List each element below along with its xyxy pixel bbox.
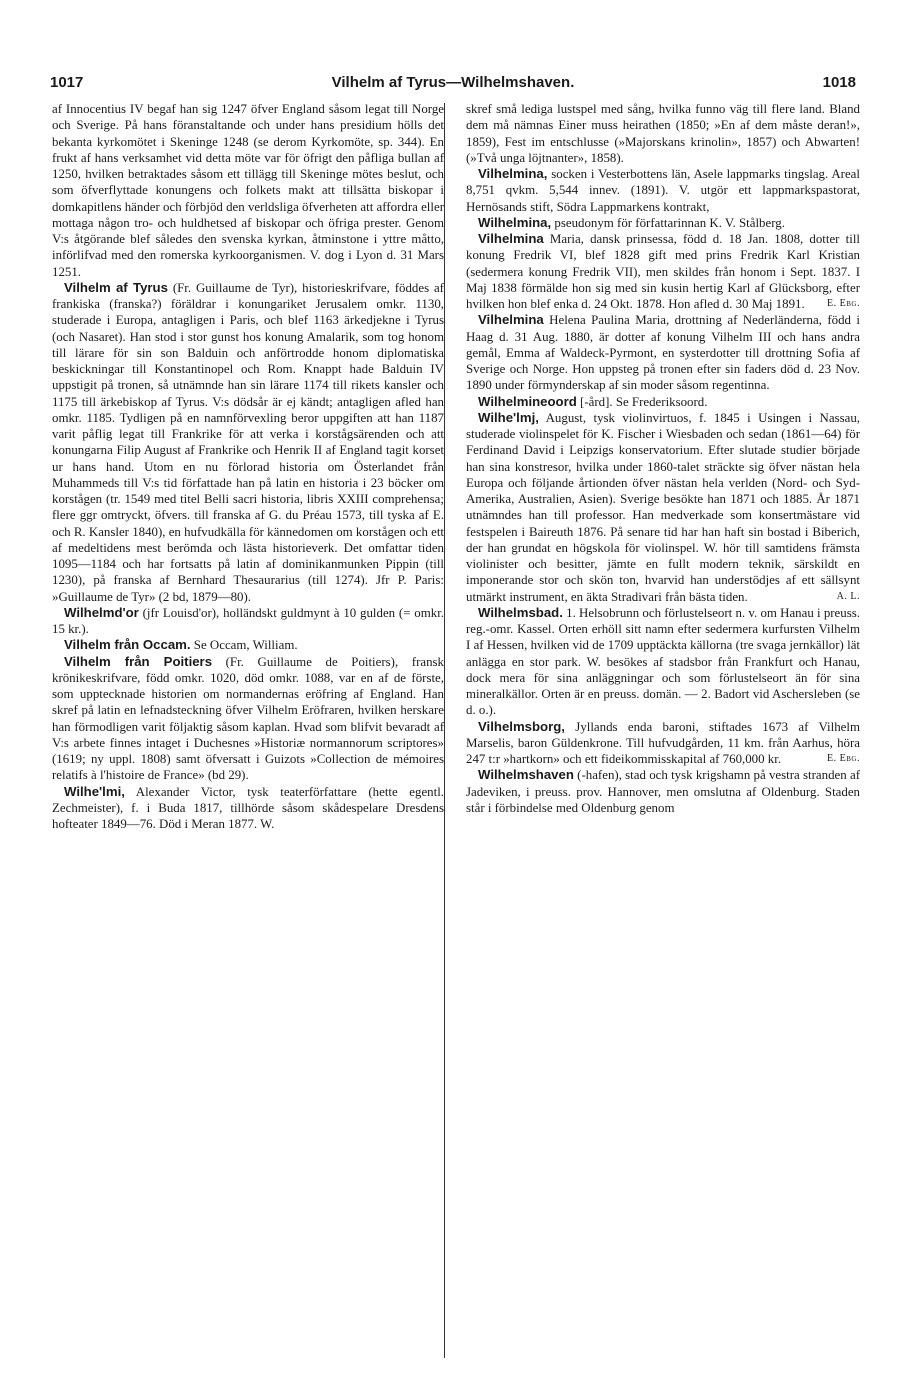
entry-headword: Wilhelmineoord bbox=[478, 393, 577, 409]
entry-text: Maria, dansk prinsessa, född d. 18 Jan. 1808, dotter till konung Fredrik VI, blef 1828 gift med prins Fredrik Karl Kristian (sedermera konung Fredrik VII), men skildes från honom i Sept. 1837. I Maj 1838 förmälde hon sig med sin kusin hertig Karl af Glücksborg, efter hvilken hon blef enka d. 24 Okt. 1878. Hon afled d. 30 Maj 1891. bbox=[466, 232, 860, 311]
entry-signature: E. Ebg. bbox=[827, 298, 860, 309]
page-number-right: 1018 bbox=[822, 74, 856, 91]
entry-headword: Vilhelmina, bbox=[478, 166, 548, 181]
entry-headword: Vilhelmina bbox=[478, 231, 544, 246]
left-column bbox=[52, 101, 444, 1363]
entry-text: (jfr Louisd'or), holländskt guldmynt à 10 gulden (= omkr. 15 kr.). bbox=[52, 605, 444, 636]
dictionary-entry bbox=[466, 101, 860, 166]
entry-text: skref små lediga lustspel med sång, hvilka funno väg till flere land. Bland dem må nämnas Einer muss heirathen (1850; »En af dem måste deran!», 1859), Fest im entschlusse (»Majorskans krinolin», 1857) och Abwarten! (»Två unga löjtnanter», 1858). bbox=[466, 102, 860, 165]
dictionary-entry bbox=[52, 101, 444, 280]
dictionary-entry bbox=[466, 312, 860, 393]
dictionary-entry bbox=[466, 605, 860, 719]
entry-text: Se Occam, William. bbox=[193, 638, 298, 653]
dictionary-entry bbox=[466, 410, 860, 605]
entry-headword: Wilhe'lmi, bbox=[64, 783, 125, 799]
right-column bbox=[466, 101, 860, 1363]
dictionary-entry bbox=[466, 719, 860, 768]
entry-text: Jyllands enda baroni, stiftades 1673 af Vilhelm Marselis, baron Güldenkrone. Till hufvudgården, 11 km. från Aarhus, höra 247 t:r »hartkorn» och ett fideikommisskapital af 760,000 kr. bbox=[466, 719, 860, 766]
entry-text: 1. Helsobrunn och förlustelseort n. v. om Hanau i preuss. reg.-omr. Kassel. Orten erhöll sitt namn efter sedermera kurfursten Vilhelm I af Hessen, hvilken vid de 1709 upptäckta källorna (tre svaga jernkällor) lät anlägga en stor park. W. besökes af stadsbor från Frankfurt och Hanau, dock mera för sina anläggningar och som förlustelseort än för sina mineralkällor. Orten är en preuss. domän. — 2. Badort vid Aschersleben (se d. o.). bbox=[466, 605, 860, 718]
entry-signature: A. L. bbox=[836, 590, 860, 602]
entry-headword: Vilhelm från Poitiers bbox=[64, 653, 213, 669]
dictionary-entry bbox=[52, 654, 444, 784]
page-number-left: 1017 bbox=[50, 74, 84, 91]
entry-headword: Wilhe'lmj, bbox=[478, 409, 539, 425]
entry-text: pseudonym för författarinnan K. V. Stålberg. bbox=[554, 215, 785, 230]
dictionary-entry bbox=[52, 637, 444, 653]
entry-signature: E. Ebg. bbox=[827, 753, 860, 764]
dictionary-entry bbox=[466, 767, 860, 816]
entry-text: (-hafen), stad och tysk krigshamn på vestra stranden af Jadeviken, i preuss. prov. Hannover, men omslutna af Oldenburg. Staden står i förbindelse med Oldenburg genom bbox=[466, 768, 860, 815]
entry-headword: Wilhelmina, bbox=[478, 214, 552, 230]
dictionary-entry bbox=[52, 280, 444, 605]
entry-headword: Vilhelm af Tyrus bbox=[64, 279, 168, 295]
entry-text: (Fr. Guillaume de Tyr), historieskrifvare, föddes af frankiska (franska?) föräldrar i konungariket Jerusalem omkr. 1130, studerade i Europa, antagligen i Paris, och blef 1163 ärkedjekne i Tyrus (och Nasaret). Han stod i stor gunst hos konung Amalarik, som tog honom till lärare för sin son Balduin och anförtrodde honom diplomatiska beskickningar till Konstantinopel och Rom. Knappt hade Balduin IV uppstigit på tronen, så utnämnde han sin lärare 1174 till rikets kansler och 1175 till ärkebiskop af Tyrus. V:s dödsår är ej kändt; antagligen afled han omkr. 1185. Tydligen på en namnförvexling beror uppgiften att han 1187 varit påflig legat till Frankrike för att verka i korstågsärenden och att konungarna Filip August af Frankrike och Henrik II af England tagit korset ur hans hand. Utom en nu förlorad historia om Österlandet från Muhammeds till V:s tid författade han på latin en historia i 23 böcker om korstågen (tr. 1549 med titel Belli sacri historia, libris XXIII comprehensa; flere ggr omtryckt, öfvers. till franska af G. du Préau 1573, till tyska af E. och R. Kansler 1840), en hufvudkälla för kännedomen om korstågen och ett af medeltidens mest berömda och lästa historieverk. Det omfattar tiden 1095—1184 och har fortsatts på latin af dominikanmunken Pippin (till 1230), på franska af Bernhard Thesaurarius (till 1274). Jfr P. Paris: »Guillaume de Tyr» (2 bd, 1879—80). bbox=[52, 280, 444, 604]
entry-headword: Wilhelmshaven bbox=[478, 767, 574, 783]
dictionary-entry bbox=[466, 394, 860, 410]
entry-headword: Vilhelmsborg, bbox=[478, 718, 565, 734]
entry-text: Alexander Victor, tysk teaterförfattare (hette egentl. Zechmeister), f. i Buda 1817, tillhörde såsom skådespelare Dresdens hofteater 1849—76. Död i Meran 1877. W. bbox=[52, 784, 444, 831]
dictionary-entry bbox=[52, 784, 444, 833]
dictionary-entry bbox=[466, 215, 860, 231]
dictionary-entry bbox=[466, 166, 860, 215]
entry-text: [-ård]. Se Frederiksoord. bbox=[580, 394, 708, 409]
running-title: Vilhelm af Tyrus—Wilhelmshaven. bbox=[331, 74, 575, 91]
column-divider bbox=[444, 103, 445, 1358]
page-header bbox=[50, 74, 856, 96]
entry-headword: Wilhelmsbad. bbox=[478, 604, 563, 620]
entry-text: af Innocentius IV begaf han sig 1247 öfver England såsom legat till Norge och Sverige. På hans föranstaltande och under hans presidium hölls det bekanta kyrkomötet i Skeninge 1248 (se derom Kyrkomöte, sp. 344). En frukt af hans verksamhet vid detta möte var för öfrigt den påfliga bullan af 1250, hvilken betraktades såsom ett tillägg till Skeninge mötes beslut, och som öfverflyttade konungens och folkets makt att tillsätta biskopar i domkapitlens händer och förbjöd den verldsliga öfverheten att affordra eller mottaga någon tro- och huldhetsed af biskopar och öfriga prester. Genom V:s åtgörande blef således den svenska kyrkan, åtminstone i yttre måtto, införlifvad med den romerska kyrkoorganismen. V. dog i Lyon d. 31 Mars 1251. bbox=[52, 102, 444, 279]
entry-text: Helena Paulina Maria, drottning af Nederländerna, född i Haag d. 31 Aug. 1880, är dotter af konung Vilhelm III och hans andra gemål, Emma af Waldeck-Pyrmont, en systerdotter till drottning Sofia af Sverige och Norge. Hon uppsteg på tronen efter sin faders död d. 23 Nov. 1890 under förmynderskap af sin moder såsom regentinna. bbox=[466, 313, 860, 393]
entry-text: (Fr. Guillaume de Poitiers), fransk krönikeskrifvare, född omkr. 1020, död omkr. 1088, var en af de förste, som upptecknade historien om normandernas eröfring af England. Han skref på latin en lefnadsteckning öfver Vilhelm Eröfraren, hvilken herskare han förmodligen varit följaktig såsom kaplan. Hvad som blifvit bevaradt af V:s arbete finnes intaget i Duchesnes »Historiæ normannorum scriptores» (1619; ny uppl. 1808) samt öfversatt i Guizots »Collection de mémoires relatifs à l'histoire de France» (bd 29). bbox=[52, 654, 444, 783]
entry-text: socken i Vesterbottens län, Asele lappmarks tingslag. Areal 8,751 qvkm. 5,544 innev. (1891). V. utgör ett lappmarkspastorat, Hernösands stift, Södra Lappmarkens kontrakt, bbox=[466, 167, 860, 214]
entry-headword: Vilhelm från Occam. bbox=[64, 637, 191, 653]
dictionary-entry bbox=[52, 605, 444, 638]
entry-text: August, tysk violinvirtuos, f. 1845 i Usingen i Nassau, studerade violinspelet för K. Fischer i Wiesbaden och sedan (1861—64) för Ferdinand David i Leipzigs konservatorium. Efter slutade studier började han sina konstresor, hvilka under 1860-talet sträckte sig öfver nästan hela Europa och följande årtionden öfver nästan hela verlden (Nord- och Syd-Amerika, Australien, Asien). Sverige besökte han 1871 och 1885. År 1871 utnämndes han till professor. Han medverkade som konsertmästare vid festspelen i Baireuth 1876. På senare tid har han haft sin bostad i Biberich, der han grundat en högskola för violinspel. W. hör till samtidens främsta violinister och besitter, jämte en fullt modern teknik, särskildt en imponerande stor och skön ton, hvarvid han understödjes af ett sällsynt utmärkt instrument, en äkta Stradivari från bästa tiden. bbox=[466, 410, 860, 604]
dictionary-entry bbox=[466, 231, 860, 312]
entry-headword: Vilhelmina bbox=[478, 312, 544, 328]
entry-headword: Wilhelmd'or bbox=[64, 604, 139, 620]
